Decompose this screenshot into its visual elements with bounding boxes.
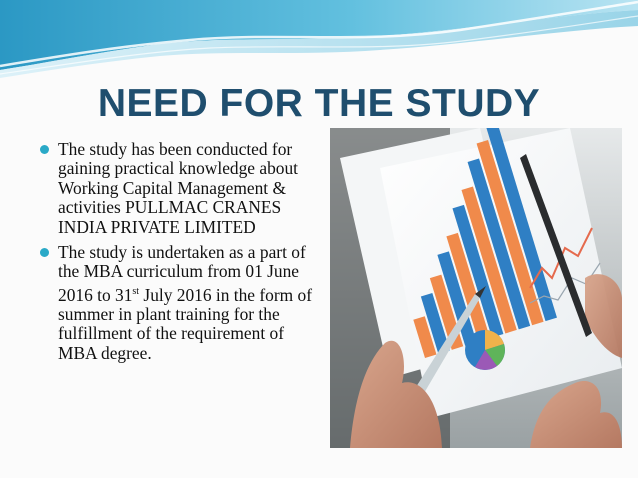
business-charts-photo: [330, 128, 622, 448]
slide-title: NEED FOR THE STUDY: [97, 82, 541, 125]
bullet-dot-icon: [40, 145, 49, 154]
bullet-item: [40, 140, 318, 237]
bullet-item: [40, 243, 318, 363]
bullet-text: The study has been conducted for gaining practical knowledge about Working Capital Management & activities PULLMAC CRANES INDIA PRIVATE LIMITED: [58, 139, 299, 237]
bullet-text-part: July 2016 in the form of summer in plant training for the fulfillment of the requirement of MBA degree.: [58, 284, 312, 363]
bullet-superscript: st: [132, 285, 140, 297]
wave-header-decoration: [0, 0, 638, 80]
bullet-list: [40, 140, 318, 369]
bullet-dot-icon: [40, 248, 49, 257]
bullet-text-part: The study is undertaken as a part of the MBA curriculum from 01 June 2016 to 31: [58, 242, 306, 305]
